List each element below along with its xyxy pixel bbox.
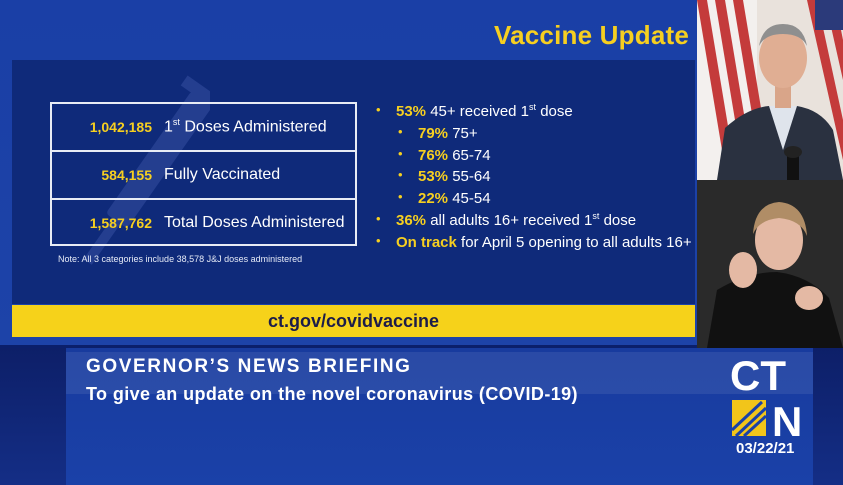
stat-label: Fully Vaccinated <box>164 166 281 183</box>
table-note: Note: All 3 categories include 38,578 J&J doses administered <box>58 254 303 264</box>
bullet-list <box>372 101 692 253</box>
stat-value: 1,042,185 <box>89 119 152 135</box>
stat-fully-vaccinated <box>52 152 355 198</box>
stat-first-doses <box>52 104 355 150</box>
sub-bullet-item: • 76% 65-74 <box>398 145 491 164</box>
sub-bullet-item: • 53% 55-64 <box>398 167 491 186</box>
briefing-subtitle: To give an update on the novel coronavirus (COVID-19) <box>86 384 578 404</box>
stat-total-doses <box>52 200 355 246</box>
briefing-title: GOVERNOR’S NEWS BRIEFING <box>86 356 412 377</box>
bullet-item: • On track for April 5 opening to all adults 16+ <box>376 232 692 251</box>
bullet-dot-icon: • <box>376 210 381 226</box>
bullet-dot-icon: • <box>398 145 403 161</box>
ctn-logo-icon <box>724 350 834 450</box>
slide-title: Vaccine Update <box>494 20 689 50</box>
bullet-item: • 53% 45+ received 1st dose <box>376 102 573 120</box>
url-banner <box>12 305 695 337</box>
svg-text:N: N <box>772 398 803 445</box>
stat-value: 584,155 <box>101 167 152 183</box>
bullet-dot-icon: • <box>376 232 381 248</box>
speaker-video <box>697 0 843 180</box>
interpreter-video <box>697 180 843 348</box>
stat-label: 1st Doses Administered <box>164 117 327 136</box>
speaker-scene <box>697 0 843 180</box>
bullet-item: • 36% all adults 16+ received 1st dose <box>376 210 637 229</box>
stats-table <box>50 102 357 246</box>
interpreter-scene <box>697 180 843 348</box>
stat-value: 1,587,762 <box>89 215 152 231</box>
broadcast-date: 03/22/21 <box>736 440 795 457</box>
stat-label: Total Doses Administered <box>164 214 345 231</box>
bullet-dot-icon: • <box>398 123 403 139</box>
svg-text:CT: CT <box>730 352 786 399</box>
vaccine-url[interactable]: ct.gov/covidvaccine <box>267 310 440 331</box>
bullet-dot-icon: • <box>398 189 403 204</box>
bullet-dot-icon: • <box>398 167 403 183</box>
sub-bullet-item: • 22% 45-54 <box>398 189 491 207</box>
sub-bullet-item: • 79% 75+ <box>398 123 478 142</box>
bullet-dot-icon: • <box>376 102 381 117</box>
